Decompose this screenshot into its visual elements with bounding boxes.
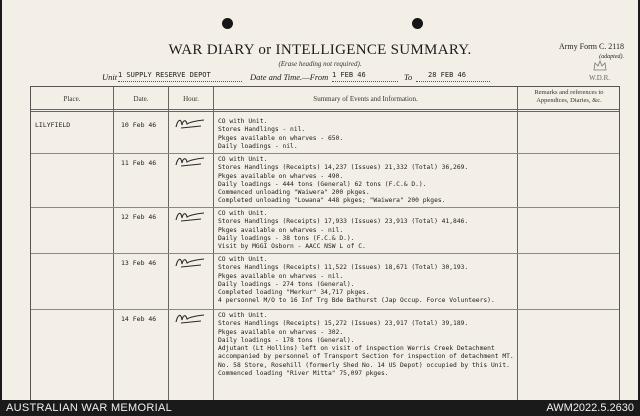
column-header-remarks: Remarks and references to Appendices, Diaries, &c. (534, 89, 604, 104)
entry-text: CO with Unit. Stores Handlings (Receipts) 15,272 (Issues) 23,917 (Total) 39,189. Pkges available on wharves - 302. Daily loadings - 178 tons (General). Adjutant (Lt Hollins) left on visit of inspection Werris Creek Detachment accompanied by personnel of Transport Section for inspection of detachment MT. No. 58 Store, Rosehill (formerly Shed No. 14 US Depot) occupied by this Unit. Commenced loading "River Mitta" 75,097 pkges. (218, 312, 514, 378)
signature-icon (173, 310, 207, 326)
row-divider (31, 207, 619, 208)
entry-text: CO with Unit. Stores Handlings - nil. Pkges available on wharves - 650. Daily loadings - nil. (218, 118, 344, 150)
to-label: To (404, 72, 413, 82)
column-divider (213, 87, 214, 400)
datetime-label: Date and Time.—From (250, 72, 329, 82)
entry-text: CO with Unit. Stores Handlings (Receipts) 14,237 (Issues) 21,332 (Total) 36,269. Pkges available on wharves - 490. Daily loadings - 444 tons (General) 62 tons (F.C.& D.). Commenced unloading "Waiwera" 200 pkges. Completed unloading "Lowana" 448 pkges; "Waiwera" 200 pkges. (218, 156, 469, 205)
unit-label: Unit (102, 72, 118, 82)
row-divider (31, 153, 619, 154)
entry-text: CO with Unit. Stores Handlings (Receipts) 11,522 (Issues) 18,671 (Total) 30,193. Pkges available on wharves - nil. Daily loadings - 274 tons (General). Completed loading "Merkur" 34,717 pkges. 4 personnel M/O to 16 Inf Trg Bde Bathurst (Jap Occup. Force Volunteers). (218, 256, 495, 305)
diary-table (30, 86, 620, 400)
form-reference (559, 42, 624, 62)
form-title: WAR DIARY or INTELLIGENCE SUMMARY. (168, 42, 472, 58)
entry-text: CO with Unit. Stores Handlings (Receipts) 17,933 (Issues) 23,913 (Total) 41,846. Pkges available on wharves - nil. Daily loadings - 38 tons (F.C.& D.). Visit by MGGI Osborn - AACC NSW L of C. (218, 210, 469, 251)
punch-hole-left (222, 18, 233, 29)
to-date: 28 FEB 46 (416, 71, 490, 82)
column-divider (168, 87, 169, 400)
signature-icon (173, 254, 207, 270)
diary-sheet (2, 0, 638, 400)
footer-accession-number: AWM2022.5.2630 (546, 402, 634, 414)
row-divider (31, 253, 619, 254)
entry-date: 10 Feb 46 (121, 121, 157, 129)
header-rule-double (31, 111, 619, 112)
footer-institution: AUSTRALIAN WAR MEMORIAL (6, 402, 173, 414)
form-subtitle: (Erase heading not required). (278, 60, 362, 68)
signature-icon (173, 208, 207, 224)
unit-line (2, 71, 638, 83)
entry-date: 13 Feb 46 (121, 259, 157, 267)
column-header-date: Date. (133, 95, 149, 103)
entry-date: 14 Feb 46 (121, 315, 157, 323)
entry-date: 12 Feb 46 (121, 213, 157, 221)
place-value: LILYFIELD (35, 121, 71, 129)
column-header-summary: Summary of Events and Information. (313, 95, 418, 103)
punch-hole-right (412, 18, 423, 29)
form-reference-note: (adapted). (599, 54, 624, 60)
from-date: 1 FEB 46 (332, 71, 398, 82)
column-header-hour: Hour. (183, 95, 199, 103)
column-header-place: Place. (63, 95, 81, 103)
unit-value: 1 SUPPLY RESERVE DEPOT (118, 71, 242, 82)
signature-icon (173, 115, 207, 131)
signature-icon (173, 153, 207, 169)
entry-date: 11 Feb 46 (121, 159, 157, 167)
column-divider (113, 87, 114, 400)
seal-text: W.D.R. (589, 74, 610, 82)
form-reference-number: Army Form C. 2118 (558, 42, 624, 51)
row-divider (31, 309, 619, 310)
